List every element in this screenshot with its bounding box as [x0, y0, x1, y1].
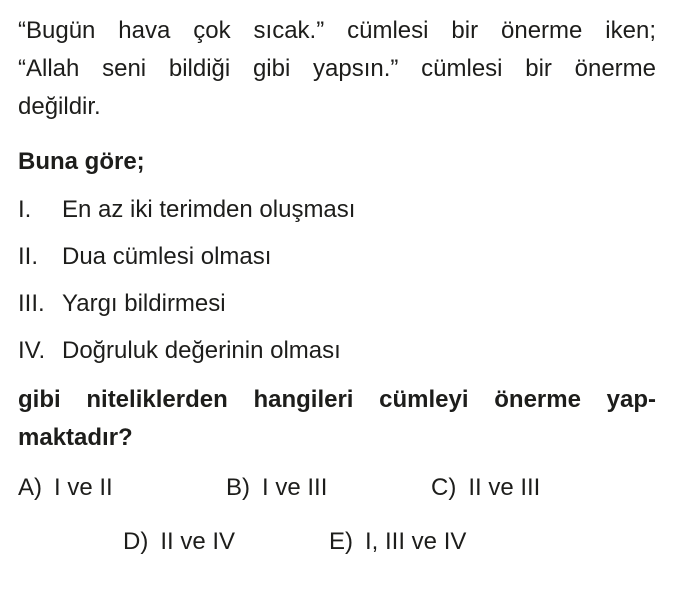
- choice-letter: E): [329, 528, 353, 555]
- statement-number: I.: [18, 196, 32, 223]
- choice-d[interactable]: [123, 527, 235, 557]
- question-line: maktadır?: [18, 424, 133, 451]
- choice-letter: D): [123, 528, 149, 555]
- choice-c[interactable]: [431, 473, 540, 503]
- choice-text: II ve IV: [160, 528, 236, 555]
- question-stem: [18, 12, 656, 126]
- choice-text: II ve III: [468, 474, 541, 501]
- statement-item: [18, 280, 656, 327]
- statement-number: IV.: [18, 337, 46, 364]
- choice-text: I ve II: [54, 474, 113, 501]
- question-prompt: [18, 381, 656, 457]
- stem-line: “Allah seni bildiği gibi yapsın.” cümlesi bir önerme: [18, 55, 656, 82]
- statement-item: [18, 327, 656, 374]
- answer-choices: [18, 473, 656, 583]
- choice-letter: C): [431, 474, 457, 501]
- statement-item: [18, 186, 656, 233]
- choice-b[interactable]: [226, 473, 327, 503]
- statement-text: Yargı bildirmesi: [62, 290, 226, 317]
- statement-item: [18, 233, 656, 280]
- statement-number: II.: [18, 243, 39, 270]
- choice-text: I ve III: [262, 474, 328, 501]
- choice-letter: A): [18, 474, 42, 501]
- statement-text: En az iki terimden oluşması: [62, 196, 356, 223]
- stem-line: “Bugün hava çok sıcak.” cümlesi bir önerme iken;: [18, 17, 656, 44]
- stem-line: değildir.: [18, 93, 101, 120]
- statement-text: Doğruluk değerinin olması: [62, 337, 341, 364]
- choice-letter: B): [226, 474, 250, 501]
- choice-e[interactable]: [329, 527, 466, 557]
- statement-number: III.: [18, 290, 45, 317]
- choice-a[interactable]: [18, 473, 113, 503]
- statement-text: Dua cümlesi olması: [62, 243, 272, 270]
- statement-list: [18, 186, 656, 374]
- choice-text: I, III ve IV: [365, 528, 467, 555]
- lead-heading: Buna göre;: [18, 148, 145, 175]
- question-line: gibi niteliklerden hangileri cümleyi önerme yap-: [18, 386, 656, 413]
